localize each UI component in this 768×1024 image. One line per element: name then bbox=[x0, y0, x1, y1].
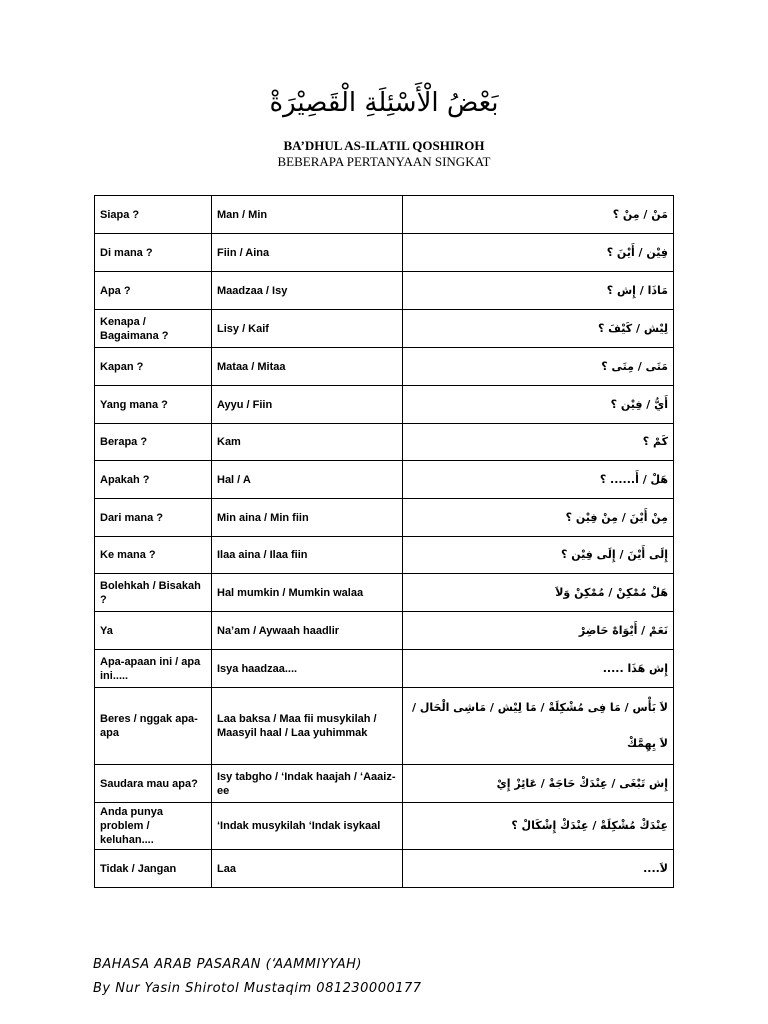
arabic-cell: لِيْش / كَيْفَ ؟ bbox=[403, 310, 674, 348]
table-row bbox=[95, 424, 674, 461]
transliteration-cell: Ilaa aina / Ilaa fiin bbox=[212, 537, 403, 574]
transliteration-cell: Maadzaa / Isy bbox=[212, 272, 403, 310]
arabic-cell: كَمْ ؟ bbox=[403, 424, 674, 461]
arabic-cell: مَنْ / مِنْ ؟ bbox=[403, 196, 674, 234]
transliteration-cell: Isy tabgho / ‘Indak haajah / ‘Aaaiz-ee bbox=[212, 765, 403, 803]
indonesian-cell: Berapa ? bbox=[95, 424, 212, 461]
indonesian-cell: Anda punya problem / keluhan.... bbox=[95, 803, 212, 850]
transliteration-cell: Lisy / Kaif bbox=[212, 310, 403, 348]
indonesian-cell: Yang mana ? bbox=[95, 386, 212, 424]
arabic-cell: مِنْ أَيْنَ / مِنْ فِيْن ؟ bbox=[403, 499, 674, 537]
transliteration-cell: Kam bbox=[212, 424, 403, 461]
transliteration-cell: Man / Min bbox=[212, 196, 403, 234]
arabic-cell: مَتَى / مِتَى ؟ bbox=[403, 348, 674, 386]
indonesian-cell: Kapan ? bbox=[95, 348, 212, 386]
table-row bbox=[95, 461, 674, 499]
indonesian-cell: Kenapa / Bagaimana ? bbox=[95, 310, 212, 348]
footer-author: By Nur Yasin Shirotol Mustaqim 081230000177 bbox=[93, 981, 422, 996]
indonesian-cell: Di mana ? bbox=[95, 234, 212, 272]
arabic-cell: هَلْ / أَ...... ؟ bbox=[403, 461, 674, 499]
transliteration-cell: Hal / A bbox=[212, 461, 403, 499]
table-row bbox=[95, 310, 674, 348]
table-row bbox=[95, 234, 674, 272]
indonesian-cell: Saudara mau apa? bbox=[95, 765, 212, 803]
indonesian-cell: Apa ? bbox=[95, 272, 212, 310]
transliteration-cell: Laa bbox=[212, 850, 403, 888]
arabic-cell: عِنْدَكْ مُشْكِلَةْ / عِنْدَكْ إِشْكَالْ ؟ bbox=[403, 803, 674, 850]
transliteration-cell: Na’am / Aywaah haadlir bbox=[212, 612, 403, 650]
table-row bbox=[95, 612, 674, 650]
indonesian-cell: Ke mana ? bbox=[95, 537, 212, 574]
table-row bbox=[95, 537, 674, 574]
table-row bbox=[95, 574, 674, 612]
transliteration-cell: Isya haadzaa.... bbox=[212, 650, 403, 688]
table-row bbox=[95, 499, 674, 537]
table-row bbox=[95, 850, 674, 888]
table-row bbox=[95, 272, 674, 310]
arabic-cell: لاَ.... bbox=[403, 850, 674, 888]
arabic-cell: نَعَمْ / أَيْوَاهْ حَاضِرْ bbox=[403, 612, 674, 650]
table-row bbox=[95, 803, 674, 850]
arabic-cell: مَاذَا / إِش ؟ bbox=[403, 272, 674, 310]
table-row bbox=[95, 348, 674, 386]
table-row bbox=[95, 386, 674, 424]
indonesian-cell: Tidak / Jangan bbox=[95, 850, 212, 888]
title-latin: BA’DHUL AS-ILATIL QOSHIROH bbox=[283, 138, 485, 153]
table-row bbox=[95, 688, 674, 765]
transliteration-cell: Min aina / Min fiin bbox=[212, 499, 403, 537]
indonesian-cell: Apa-apaan ini / apa ini..... bbox=[95, 650, 212, 688]
transliteration-cell: Mataa / Mitaa bbox=[212, 348, 403, 386]
indonesian-cell: Dari mana ? bbox=[95, 499, 212, 537]
indonesian-cell: Apakah ? bbox=[95, 461, 212, 499]
vocabulary-table bbox=[94, 195, 674, 888]
indonesian-cell: Siapa ? bbox=[95, 196, 212, 234]
arabic-cell: إِش تَبْغَى / عِنْدَكْ حَاجَةْ / عَائِزْ إِيْ bbox=[403, 765, 674, 803]
table-row bbox=[95, 765, 674, 803]
transliteration-cell: Hal mumkin / Mumkin walaa bbox=[212, 574, 403, 612]
transliteration-cell: ‘Indak musykilah ‘Indak isykaal bbox=[212, 803, 403, 850]
indonesian-cell: Beres / nggak apa-apa bbox=[95, 688, 212, 765]
arabic-cell: أَيُّ / فِيْن ؟ bbox=[403, 386, 674, 424]
arabic-cell: لاَ بَأْس / مَا فِى مُشْكِلَةْ / مَا لِيْش / مَاشِى الْحَال / لاَ يِهِمَّكْ bbox=[403, 688, 674, 765]
arabic-cell: إِش هَذَا ..... bbox=[403, 650, 674, 688]
indonesian-cell: Ya bbox=[95, 612, 212, 650]
table-row bbox=[95, 650, 674, 688]
transliteration-cell: Laa baksa / Maa fii musykilah / Maasyil haal / Laa yuhimmak bbox=[212, 688, 403, 765]
footer-title: BAHASA ARAB PASARAN (‘AAMMIYYAH) bbox=[93, 957, 362, 972]
table-row bbox=[95, 196, 674, 234]
subtitle: BEBERAPA PERTANYAAN SINGKAT bbox=[277, 154, 491, 169]
arabic-cell: إِلَى أَيْنَ / إِلَى فِيْن ؟ bbox=[403, 537, 674, 574]
indonesian-cell: Bolehkah / Bisakah ? bbox=[95, 574, 212, 612]
arabic-cell: فِيْن / أَيْنَ ؟ bbox=[403, 234, 674, 272]
transliteration-cell: Ayyu / Fiin bbox=[212, 386, 403, 424]
title-arabic: بَعْضُ الْأَسْئِلَةِ الْقَصِيْرَةْ bbox=[269, 88, 499, 118]
transliteration-cell: Fiin / Aina bbox=[212, 234, 403, 272]
arabic-cell: هَلْ مُمْكِنْ / مُمْكِنْ وَلاَ bbox=[403, 574, 674, 612]
